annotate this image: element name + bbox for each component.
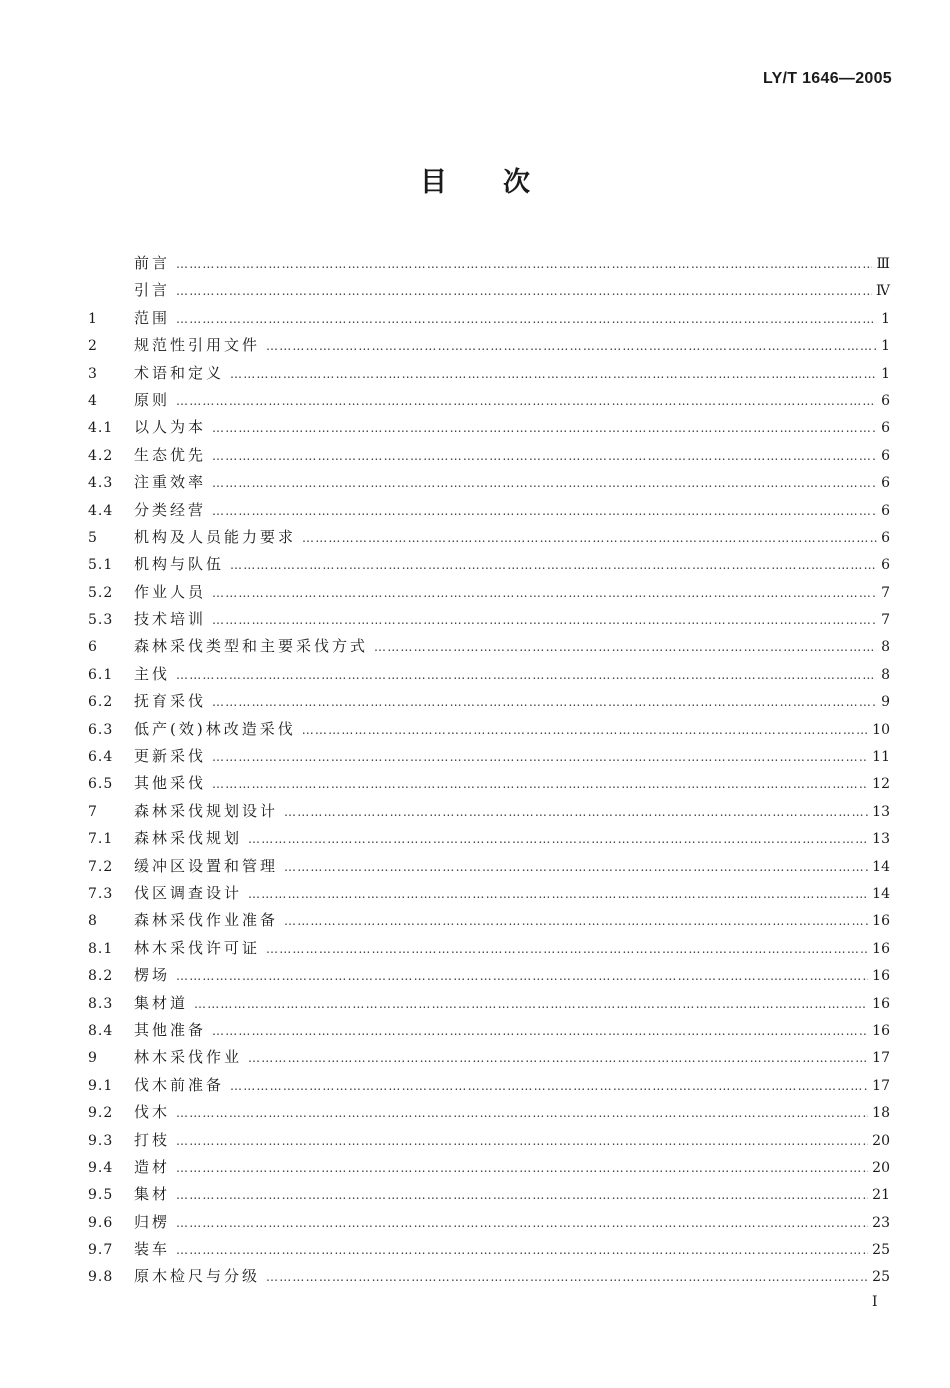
toc-entry-page: 23 — [872, 1214, 890, 1231]
toc-entry[interactable] — [88, 1017, 890, 1044]
toc-entry-title: 造材 — [134, 1157, 171, 1176]
toc-entry-page: 13 — [872, 803, 890, 820]
toc-dot-leader — [284, 799, 868, 826]
toc-entry-number: 9 — [88, 1050, 98, 1067]
toc-dot-leader — [266, 936, 868, 963]
toc-entry[interactable] — [88, 935, 890, 962]
toc-entry-number: 8 — [88, 913, 98, 930]
toc-entry-number: 9.8 — [88, 1269, 114, 1286]
toc-entry-page: 20 — [872, 1132, 890, 1149]
toc-dot-leader — [248, 826, 868, 853]
toc-entry-number: 6.2 — [88, 694, 114, 711]
toc-dot-leader — [284, 854, 868, 881]
toc-entry-title: 集材 — [134, 1185, 171, 1204]
toc-entry-number: 4.2 — [88, 447, 114, 464]
toc-entry-title: 森林采伐作业准备 — [134, 911, 279, 930]
toc-dot-leader — [212, 689, 877, 716]
page-title-char-1: 目 — [420, 167, 447, 198]
toc-entry[interactable] — [88, 798, 890, 825]
toc-entry-number: 7 — [88, 803, 98, 820]
toc-entry-page: 14 — [872, 885, 890, 902]
toc-entry-title: 抚育采伐 — [134, 692, 207, 711]
toc-entry[interactable] — [88, 1181, 890, 1208]
toc-dot-leader — [176, 1128, 868, 1155]
toc-entry-number: 7.1 — [88, 831, 114, 848]
toc-entry-page: 17 — [872, 1050, 890, 1067]
toc-entry-page: 8 — [881, 666, 890, 683]
toc-entry-title: 机构及人员能力要求 — [134, 527, 297, 546]
toc-entry-page: 25 — [872, 1269, 890, 1286]
toc-dot-leader — [176, 662, 877, 689]
toc-dot-leader — [194, 991, 868, 1018]
toc-dot-leader — [248, 1045, 868, 1072]
toc-entry-title: 森林采伐规划设计 — [134, 801, 279, 820]
toc-entry-title: 其他采伐 — [134, 774, 207, 793]
toc-entry-title: 林木采伐许可证 — [134, 938, 261, 957]
toc-entry-page: 1 — [881, 365, 890, 382]
toc-dot-leader — [284, 908, 868, 935]
toc-entry-number: 1 — [88, 310, 98, 327]
toc-entry-page: 20 — [872, 1159, 890, 1176]
toc-entry-title: 低产(效)林改造采伐 — [134, 719, 296, 738]
toc-dot-leader — [230, 361, 877, 388]
toc-dot-leader — [302, 717, 868, 744]
toc-entry-number: 7.3 — [88, 885, 114, 902]
toc-entry-title: 分类经营 — [134, 500, 207, 519]
toc-entry-title: 前言 — [134, 254, 171, 272]
page-title-char-2: 次 — [503, 167, 530, 198]
toc-entry-page: 7 — [881, 584, 890, 601]
toc-entry-page: 9 — [881, 694, 890, 711]
toc-entry-number: 9.2 — [88, 1105, 114, 1122]
toc-entry-number: 5.2 — [88, 584, 114, 601]
toc-entry-page: 6 — [881, 557, 890, 574]
toc-entry-page: 1 — [881, 310, 890, 327]
toc-dot-leader — [212, 771, 868, 798]
toc-entry-page: 6 — [881, 420, 890, 437]
toc-entry-number: 4.1 — [88, 420, 114, 437]
toc-dot-leader — [176, 306, 877, 333]
toc-entry-number: 9.1 — [88, 1077, 114, 1094]
toc-entry-page: 13 — [872, 831, 890, 848]
toc-dot-leader — [302, 525, 877, 552]
toc-entry-title: 森林采伐类型和主要采伐方式 — [134, 637, 369, 656]
page-title — [0, 160, 950, 199]
toc-entry[interactable] — [88, 1154, 890, 1181]
toc-entry[interactable] — [88, 387, 890, 414]
toc-entry-page: Ⅲ — [876, 256, 890, 272]
toc-entry-page: 16 — [872, 940, 890, 957]
toc-entry-number: 9.7 — [88, 1242, 114, 1259]
toc-entry[interactable] — [88, 606, 890, 633]
toc-entry-number: 4.3 — [88, 475, 114, 492]
toc-entry[interactable] — [88, 524, 890, 551]
toc-dot-leader — [176, 278, 872, 305]
toc-entry[interactable] — [88, 716, 890, 743]
toc-dot-leader — [176, 1210, 868, 1237]
toc-entry-title: 范围 — [134, 308, 171, 327]
toc-entry-page: 16 — [872, 968, 890, 985]
toc-dot-leader — [212, 443, 877, 470]
toc-entry-title: 主伐 — [134, 664, 171, 683]
toc-entry[interactable] — [88, 1263, 890, 1290]
toc-entry-title: 楞场 — [134, 966, 171, 985]
toc-entry[interactable] — [88, 825, 890, 852]
toc-entry[interactable] — [88, 743, 890, 770]
toc-entry[interactable] — [88, 250, 890, 277]
toc-entry-title: 林木采伐作业 — [134, 1048, 243, 1067]
toc-entry-title: 引言 — [134, 281, 171, 300]
toc-entry[interactable] — [88, 1127, 890, 1154]
toc-dot-leader — [176, 251, 872, 278]
toc-dot-leader — [176, 963, 868, 990]
toc-entry[interactable] — [88, 688, 890, 715]
toc-entry-page: 8 — [881, 639, 890, 656]
toc-entry-title: 作业人员 — [134, 582, 207, 601]
toc-entry-title: 森林采伐规划 — [134, 829, 243, 848]
toc-entry-title: 装车 — [134, 1240, 171, 1259]
toc-entry[interactable] — [88, 332, 890, 359]
toc-entry[interactable] — [88, 1044, 890, 1071]
toc-dot-leader — [212, 415, 877, 442]
toc-entry[interactable] — [88, 907, 890, 934]
toc-entry-number: 8.2 — [88, 968, 114, 985]
toc-entry-title: 打枝 — [134, 1130, 171, 1149]
toc-dot-leader — [176, 1100, 868, 1127]
page-folio: I — [872, 1294, 878, 1310]
toc-entry-title: 归楞 — [134, 1212, 171, 1231]
toc-entry-number: 8.1 — [88, 940, 114, 957]
toc-dot-leader — [230, 1073, 868, 1100]
toc-dot-leader — [266, 1264, 868, 1291]
toc-entry-title: 其他准备 — [134, 1020, 207, 1039]
toc-dot-leader — [212, 470, 877, 497]
toc-entry[interactable] — [88, 661, 890, 688]
toc-entry[interactable] — [88, 551, 890, 578]
table-of-contents — [88, 250, 890, 1291]
toc-entry-page: 18 — [872, 1105, 890, 1122]
toc-entry[interactable] — [88, 360, 890, 387]
toc-entry-number: 6.1 — [88, 666, 114, 683]
toc-entry-page: Ⅳ — [876, 283, 890, 300]
toc-entry-page: 6 — [881, 475, 890, 492]
toc-dot-leader — [212, 1018, 868, 1045]
toc-entry-title: 生态优先 — [134, 445, 207, 464]
toc-entry-page: 7 — [881, 612, 890, 629]
toc-entry-title: 以人为本 — [134, 418, 207, 437]
toc-dot-leader — [176, 1182, 868, 1209]
toc-entry[interactable] — [88, 1072, 890, 1099]
toc-entry[interactable] — [88, 442, 890, 469]
toc-entry[interactable] — [88, 1099, 890, 1126]
toc-entry-title: 规范性引用文件 — [134, 336, 261, 355]
toc-entry-title: 伐木 — [134, 1103, 171, 1122]
toc-entry-number: 6.3 — [88, 721, 114, 738]
toc-entry-page: 6 — [881, 447, 890, 464]
toc-entry[interactable] — [88, 277, 890, 304]
toc-entry-title: 技术培训 — [134, 610, 207, 629]
toc-entry-title: 原木检尺与分级 — [134, 1267, 261, 1286]
toc-entry-number: 4 — [88, 392, 98, 409]
toc-entry-number: 6.5 — [88, 776, 114, 793]
toc-entry[interactable] — [88, 990, 890, 1017]
toc-dot-leader — [212, 744, 868, 771]
toc-entry[interactable] — [88, 880, 890, 907]
toc-entry[interactable] — [88, 633, 890, 660]
toc-entry-page: 6 — [881, 392, 890, 409]
toc-entry-title: 伐木前准备 — [134, 1075, 225, 1094]
toc-entry[interactable] — [88, 853, 890, 880]
toc-entry-number: 3 — [88, 365, 98, 382]
toc-entry-number: 7.2 — [88, 858, 114, 875]
toc-entry-number: 8.3 — [88, 995, 114, 1012]
toc-dot-leader — [212, 498, 877, 525]
toc-entry-number: 2 — [88, 338, 98, 355]
toc-entry[interactable] — [88, 770, 890, 797]
toc-dot-leader — [266, 333, 877, 360]
toc-entry[interactable] — [88, 1236, 890, 1263]
toc-dot-leader — [176, 1155, 868, 1182]
toc-dot-leader — [212, 580, 877, 607]
toc-entry-page: 16 — [872, 913, 890, 930]
standard-code: LY/T 1646—2005 — [762, 70, 892, 87]
toc-entry[interactable] — [88, 962, 890, 989]
toc-entry-number: 8.4 — [88, 1022, 114, 1039]
toc-entry-title: 机构与队伍 — [134, 555, 225, 574]
toc-dot-leader — [374, 634, 877, 661]
toc-entry-page: 17 — [872, 1077, 890, 1094]
toc-entry-number: 9.6 — [88, 1214, 114, 1231]
toc-entry-title: 注重效率 — [134, 473, 207, 492]
toc-entry-page: 1 — [881, 338, 890, 355]
toc-dot-leader — [212, 607, 877, 634]
toc-entry-title: 伐区调查设计 — [134, 883, 243, 902]
toc-entry-number: 5.3 — [88, 612, 114, 629]
toc-entry-number: 5 — [88, 529, 98, 546]
toc-entry-page: 10 — [872, 721, 890, 738]
toc-entry-title: 更新采伐 — [134, 747, 207, 766]
toc-entry-page: 14 — [872, 858, 890, 875]
toc-dot-leader — [176, 388, 877, 415]
toc-entry-page: 25 — [872, 1242, 890, 1259]
toc-entry-page: 16 — [872, 995, 890, 1012]
toc-entry-number: 9.5 — [88, 1187, 114, 1204]
toc-entry-page: 6 — [881, 502, 890, 519]
toc-entry[interactable] — [88, 579, 890, 606]
toc-entry[interactable] — [88, 305, 890, 332]
toc-entry[interactable] — [88, 414, 890, 441]
toc-entry-title: 缓冲区设置和管理 — [134, 856, 279, 875]
toc-entry-page: 16 — [872, 1022, 890, 1039]
toc-entry[interactable] — [88, 497, 890, 524]
toc-entry[interactable] — [88, 469, 890, 496]
toc-entry-number: 9.4 — [88, 1159, 114, 1176]
toc-entry-number: 6 — [88, 639, 98, 656]
toc-entry-number: 5.1 — [88, 557, 114, 574]
toc-entry-number: 4.4 — [88, 502, 114, 519]
toc-entry-number: 9.3 — [88, 1132, 114, 1149]
toc-entry[interactable] — [88, 1209, 890, 1236]
toc-dot-leader — [248, 881, 868, 908]
toc-entry-title: 原则 — [134, 390, 171, 409]
toc-entry-page: 11 — [872, 749, 890, 766]
toc-entry-title: 集材道 — [134, 993, 189, 1012]
toc-entry-page: 6 — [881, 529, 890, 546]
toc-entry-number: 6.4 — [88, 749, 114, 766]
toc-entry-page: 12 — [872, 776, 890, 793]
toc-entry-page: 21 — [872, 1187, 890, 1204]
toc-entry-title: 术语和定义 — [134, 363, 225, 382]
toc-dot-leader — [230, 552, 877, 579]
toc-dot-leader — [176, 1237, 868, 1264]
